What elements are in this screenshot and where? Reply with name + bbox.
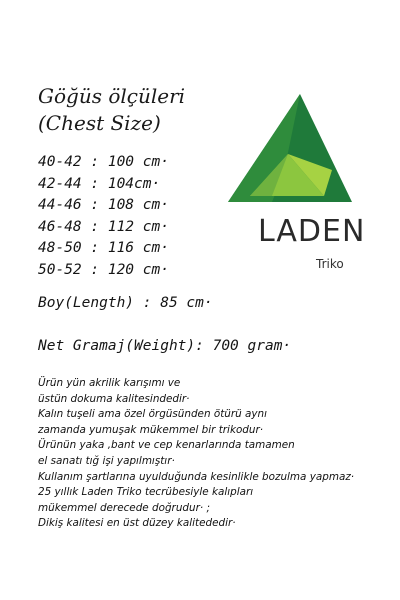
chest-size-list [38,152,169,281]
description-line: 25 yıllık Laden Triko tecrübesiyle kalıpları [38,486,254,499]
chest-size-row: 44-46 : 108 cm· [38,197,169,213]
chest-size-row: 42-44 : 104cm· [38,175,161,192]
description-line: Dikiş kalitesi en üst düzey kalitededir· [38,517,236,530]
description-line: el sanatı tığ işi yapılmıştır· [38,454,175,467]
green-triangle-logo-icon [228,92,352,204]
description-line: Kullanım şartlarına uyulduğunda kesinlikle bozulma yapmaz· [38,470,355,483]
description-line: zamanda yumuşak mükemmel bir trikodur· [38,423,264,436]
heading-chest-size-en: (Chest Size) [38,111,161,135]
chest-size-row: 48-50 : 116 cm· [38,240,169,256]
brand-name: LADEN [258,214,366,249]
length-spec: Boy(Length) : 85 cm· [38,295,213,311]
weight-spec: Net Gramaj(Weight): 700 gram· [38,338,292,354]
chest-size-row: 40-42 : 100 cm· [38,154,169,170]
chest-size-row: 50-52 : 120 cm· [38,261,169,278]
product-description [38,376,354,532]
chest-size-row: 46-48 : 112 cm· [38,218,169,235]
description-line: üstün dokuma kalitesindedir· [38,392,190,405]
description-line: Ürünün yaka ,bant ve cep kenarlarında tamamen [38,439,295,452]
description-line: Kalın tuşeli ama özel örgüsünden ötürü aynı [38,408,268,421]
brand-subtitle: Triko [316,257,344,271]
description-line: mükemmel derecede doğrudur· ; [38,501,210,514]
heading-chest-size-tr: Göğüs ölçüleri [38,84,186,108]
description-line: Ürün yün akrilik karışımı ve [38,377,181,389]
